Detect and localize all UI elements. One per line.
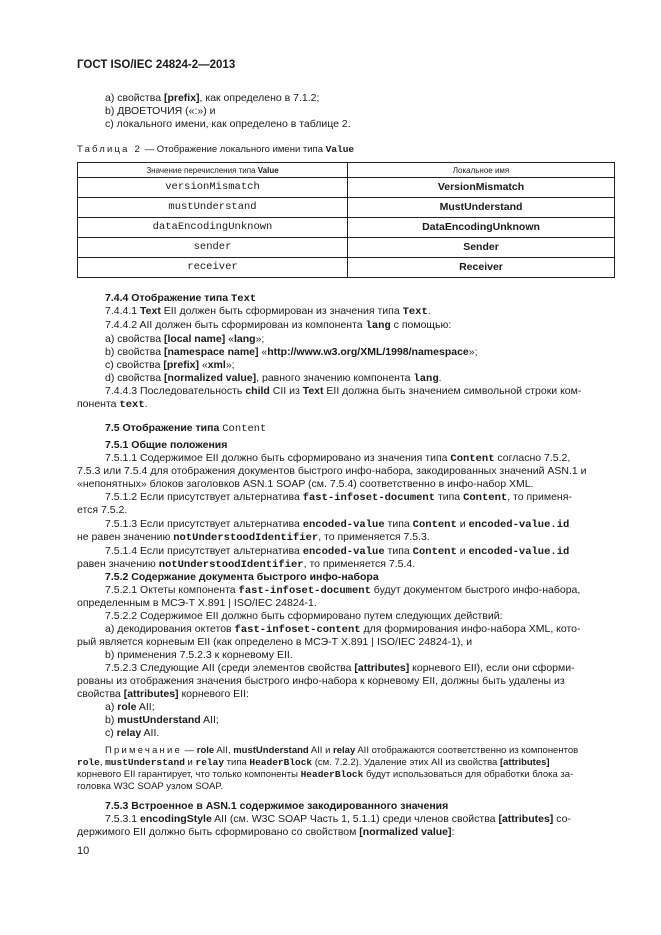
list-item-b: b) свойства [namespace name] «http://www.w3.org/XML/1998/namespace»; [105,346,478,358]
paragraph-7-5-1-1: 7.5.1.1 Содержимое EII должно быть сформировано из значения типа Content согласно 7.5.2, [105,452,571,465]
list-item-a: a) role AII; [105,701,155,713]
section-7-5-title: 7.5 Отображение типа Content [105,422,267,435]
note-line-1: Примечание — role AII, mustUnderstand AII и relay AII отображаются соответственно из компонентов [105,745,579,756]
list-item-d: d) свойства [normalized value], равного значению компонента lang. [105,372,442,385]
table-cell-value: sender [78,238,348,258]
paragraph-7-5-2-3-line3: свойства [attributes] корневого EII: [77,688,249,700]
list-item-a: a) свойства [prefix], как определено в 7.1.2; [105,92,320,104]
list-item-c: c) relay AII. [105,727,160,739]
paragraph-7-5-2-3-line2: рованы из отображения значения быстрого инфо-набора к корневому EII, должны быть удалены из [77,675,565,687]
table-cell-name: DataEncodingUnknown [348,218,615,238]
table-row [78,178,615,198]
paragraph-7-5-3-1: 7.5.3.1 encodingStyle AII (см. W3C SOAP Часть 1, 5.1.1) среди членов свойства [attributes] со- [105,813,571,825]
table-header-row [78,163,615,178]
table-cell-name: VersionMismatch [348,178,615,198]
table-cell-name: Sender [348,238,615,258]
list-item-b: b) mustUnderstand AII; [105,714,219,726]
table-header-value: Значение перечисления типа Value [78,163,348,178]
section-7-4-4-title: 7.4.4 Отображение типа Text [105,292,257,305]
paragraph-7-5-1-3-line2: не равен значению notUnderstoodIdentifier, то применяется 7.5.3. [77,531,430,544]
paragraph-7-5-1-1-line2: 7.5.3 или 7.5.4 для отображения документов быстрого инфо-набора, закодированных значений ASN.1 и [77,465,587,477]
page-number: 10 [77,845,90,857]
section-7-5-2-title: 7.5.2 Содержание документа быстрого инфо-набора [105,571,379,583]
note-line-3: корневого EII гарантирует, что только компоненты HeaderBlock будут использоваться для обработки блока за- [77,769,574,780]
table-header-local-name: Локальное имя [348,163,615,178]
table-row [78,198,615,218]
table-cell-value: dataEncodingUnknown [78,218,348,238]
section-7-5-3-title: 7.5.3 Встроенное в ASN.1 содержимое закодированного значения [105,800,449,812]
paragraph-7-5-1-2: 7.5.1.2 Если присутствует альтернатива fast-infoset-document типа Content, то применя- [105,491,572,504]
paragraph-7-4-4-2: 7.4.4.2 AII должен быть сформирован из компонента lang с помощью: [105,319,452,332]
document-header: ГОСТ ISO/IEC 24824-2—2013 [77,59,236,71]
table-cell-value: versionMismatch [78,178,348,198]
list-item-b: b) применения 7.5.2.3 к корневому EII. [105,649,293,661]
table-row [78,218,615,238]
paragraph-7-5-1-4: 7.5.1.4 Если присутствует альтернатива encoded-value типа Content и encoded-value.id [105,545,570,558]
mapping-table [77,162,615,278]
list-item-c: c) свойства [prefix] «xml»; [105,359,235,371]
table-caption: Таблица 2 — Отображение локального имени типа Value [77,144,355,155]
list-item-a-line2: рый является корневым EII (как определено в МСЭ-Т X.891 | ISO/IEC 24824-1), и [77,636,473,648]
paragraph-7-4-4-3: 7.4.4.3 Последовательность child CII из Text EII должна быть значением символьной строки ком- [105,385,582,397]
paragraph-7-4-4-3-cont: понента text. [77,398,148,411]
table-cell-value: mustUnderstand [78,198,348,218]
paragraph-7-5-2-1-line2: определенным в МСЭ-Т X.891 | ISO/IEC 24824-1. [77,597,317,609]
list-item-c: c) локального имени, как определено в таблице 2. [105,118,351,130]
paragraph-7-4-4-1: 7.4.4.1 Text EII должен быть сформирован из значения типа Text. [105,305,431,318]
note-line-2: role, mustUnderstand и relay типа HeaderBlock (см. 7.2.2). Удаление этих AII из свойства [attributes] [77,757,550,768]
table-cell-name: MustUnderstand [348,198,615,218]
table-cell-name: Receiver [348,258,615,278]
paragraph-7-5-3-1-line2: держимого EII должно быть сформировано со свойством [normalized value]: [77,826,455,838]
table-row [78,258,615,278]
paragraph-7-5-2-2: 7.5.2.2 Содержимое EII должно быть сформировано путем следующих действий: [105,610,503,622]
paragraph-7-5-1-4-line2: равен значению notUnderstoodIdentifier, то применяется 7.5.4. [77,558,416,571]
paragraph-7-5-2-3: 7.5.2.3 Следующие AII (среди элементов свойства [attributes] корневого EII), если они сформи- [105,662,575,674]
list-item-a: a) декодирования октетов fast-infoset-content для формирования инфо-набора XML, кото- [105,623,581,636]
paragraph-7-5-2-1: 7.5.2.1 Октеты компонента fast-infoset-document будут документом быстрого инфо-набора, [105,584,581,597]
paragraph-7-5-1-2-line2: ется 7.5.2. [77,504,128,516]
paragraph-7-5-1-1-line3: «непонятных» блоков заголовков ASN.1 SOAP (см. 7.5.4) соответственно в инфо-набор XML. [77,478,534,490]
paragraph-7-5-1-3: 7.5.1.3 Если присутствует альтернатива encoded-value типа Content и encoded-value.id [105,518,570,531]
table-row [78,238,615,258]
table-cell-value: receiver [78,258,348,278]
note-line-4: головка W3C SOAP узлом SOAP. [77,781,224,792]
section-7-5-1-title: 7.5.1 Общие положения [105,439,228,451]
list-item-a: a) свойства [local name] «lang»; [105,333,265,345]
list-item-b: b) ДВОЕТОЧИЯ («:») и [105,105,216,117]
